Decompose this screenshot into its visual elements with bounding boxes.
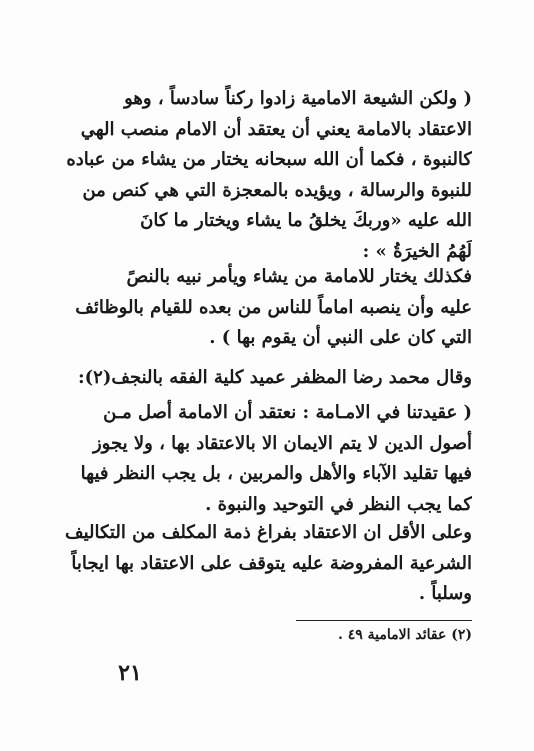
text-line: الاعتقاد بالامامة يعني أن يعتقد أن الامام منصب الهي — [80, 118, 472, 140]
text-line: للنبوة والرسالة ، ويؤيده بالمعجزة التي هي كنص من — [82, 179, 472, 201]
text-line: لَهُمُ الخيرَةُ » : — [362, 240, 472, 262]
text-line: أصول الدين لا يتم الايمان الا بالاعتقاد بها ، ولا يجوز — [92, 432, 472, 454]
paragraph-prophet-appointment — [56, 262, 472, 354]
paragraph-our-creed — [56, 398, 472, 520]
text-line: وسلباً . — [418, 583, 472, 604]
text-line: وقال محمد رضا المظفر عميد كلية الفقه بالنجف(٢): — [77, 367, 472, 388]
text-line: كما يجب النظر في التوحيد والنبوة . — [205, 493, 472, 515]
paragraph-obligation — [56, 518, 472, 610]
footnote-divider — [296, 620, 472, 621]
text-line: وعلى الأقل ان الاعتقاد بفراغ ذمة المكلف من التكاليف — [64, 522, 472, 543]
paragraph-shia-imamate — [56, 84, 472, 267]
text-line: الله عليه «وربكَ يخلقُ ما يشاء ويختار ما كانَ — [140, 210, 472, 231]
text-line: ( ولكن الشيعة الامامية زادوا ركناً سادساً ، وهو — [124, 88, 472, 109]
text-line: الشرعية المفروضة عليه يتوقف على الاعتقاد بها ايجاباً — [71, 552, 472, 574]
footnote: (٢) عقائد الامامية ٤٩ . — [337, 627, 472, 643]
text-line: عليه وأن ينصبه اماماً للناس من بعده للقيام بالوظائف — [75, 296, 472, 318]
paragraph-muzaffar-quote-intro — [56, 363, 472, 394]
text-line: التي كان على النبي أن يقوم بها ) . — [209, 327, 472, 348]
page-number: ٢١ — [118, 660, 142, 686]
text-line: فكذلك يختار للامامة من يشاء ويأمر نبيه بالنصً — [126, 266, 472, 287]
text-line: فيها تقليد الآباء والأهل والمربين ، بل يجب النظر فيها — [80, 463, 472, 484]
text-line: كالنبوة ، فكما أن الله سبحانه يختار من يشاء من عباده — [66, 149, 472, 170]
text-line: ( عقيدتنا في الامـامة : نعتقد أن الامامة أصل مـن — [103, 402, 472, 423]
